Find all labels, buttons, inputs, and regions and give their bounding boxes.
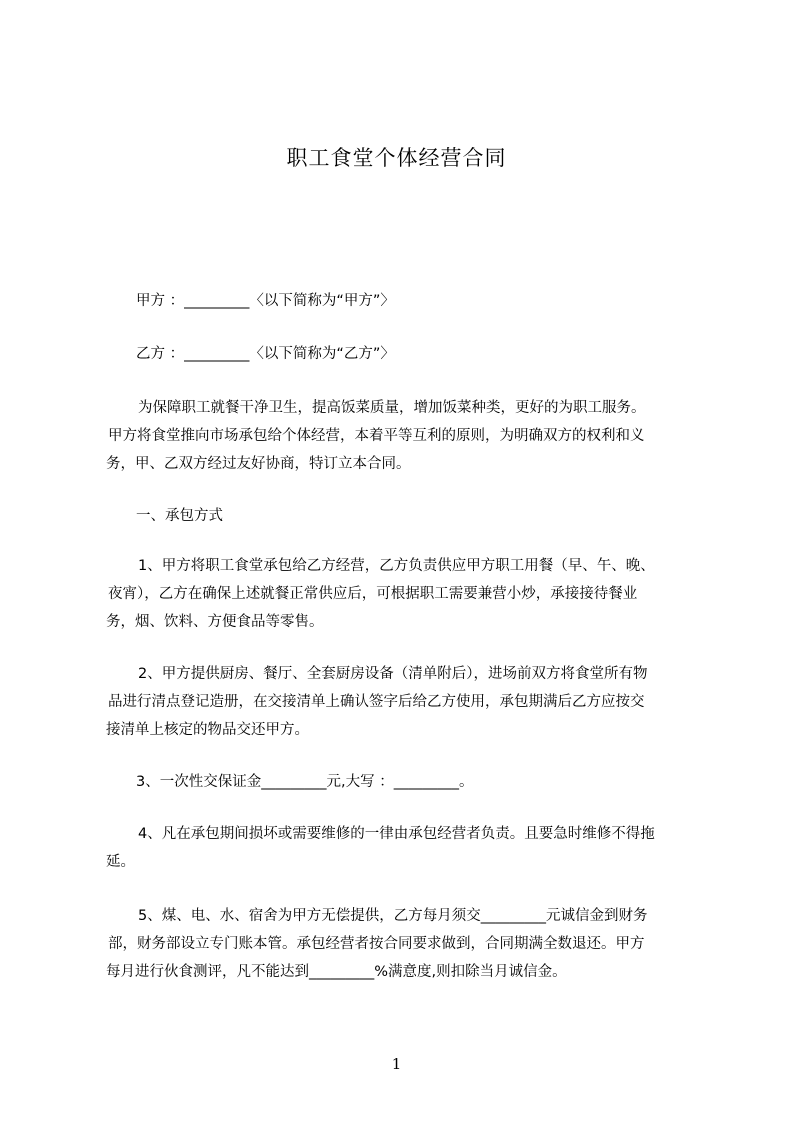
party-a-line: 甲方 ：_________〈以下简称为“甲方”〉 [136, 293, 395, 309]
intro-line-1: 为保障职工就餐干净卫生，提高饭菜质量，增加饭菜种类，更好的为职工服务。 [138, 400, 646, 416]
clause-4-line-2: 延。 [106, 854, 135, 870]
clause-2-line-2: 品进行清点登记造册，在交接清单上确认签字后给乙方使用，承包期满后乙方应按交 [108, 694, 645, 710]
clause-5-line-1: 5、煤、电、水、宿舍为甲方无偿提供，乙方每月须交_________元诚信金到财务 [138, 908, 648, 924]
clause-2-line-3: 接清单上核定的物品交还甲方。 [106, 722, 309, 738]
intro-line-3: 务，甲、乙双方经过友好协商，特订立本合同。 [106, 456, 411, 472]
section-heading-contract-method: 一、承包方式 [136, 508, 223, 524]
clause-4-line-1: 4、凡在承包期间损坏或需要维修的一律由承包经营者负责。且要急时维修不得拖 [138, 826, 655, 842]
clause-5-line-2: 部，财务部设立专门账本管。承包经营者按合同要求做到，合同期满全数退还。甲方 [108, 936, 645, 952]
clause-2-line-1: 2、甲方提供厨房、餐厅、全套厨房设备（清单附后），进场前双方将食堂所有物 [138, 666, 648, 682]
intro-line-2: 甲方将食堂推向市场承包给个体经营，本着平等互利的原则，为明确双方的权利和义 [108, 428, 645, 444]
clause-3-line: 3、一次性交保证金_________元,大写 ：_________。 [136, 774, 474, 790]
document-title: 职工食堂个体经营合同 [286, 146, 507, 170]
page-number: 1 [391, 1055, 402, 1073]
clause-1-line-2: 夜宵），乙方在确保上述就餐正常供应后，可根据职工需要兼营小炒，承接接待餐业 [108, 586, 638, 602]
clause-1-line-3: 务，烟、饮料、方便食品等零售。 [106, 614, 324, 630]
party-b-line: 乙方 ：_________〈以下简称为“乙方”〉 [136, 346, 395, 362]
clause-1-line-1: 1、甲方将职工食堂承包给乙方经营，乙方负责供应甲方职工用餐（早、午、晚、 [138, 558, 655, 574]
clause-5-line-3: 每月进行伙食测评，凡不能达到_________%满意度,则扣除当月诚信金。 [106, 964, 567, 980]
